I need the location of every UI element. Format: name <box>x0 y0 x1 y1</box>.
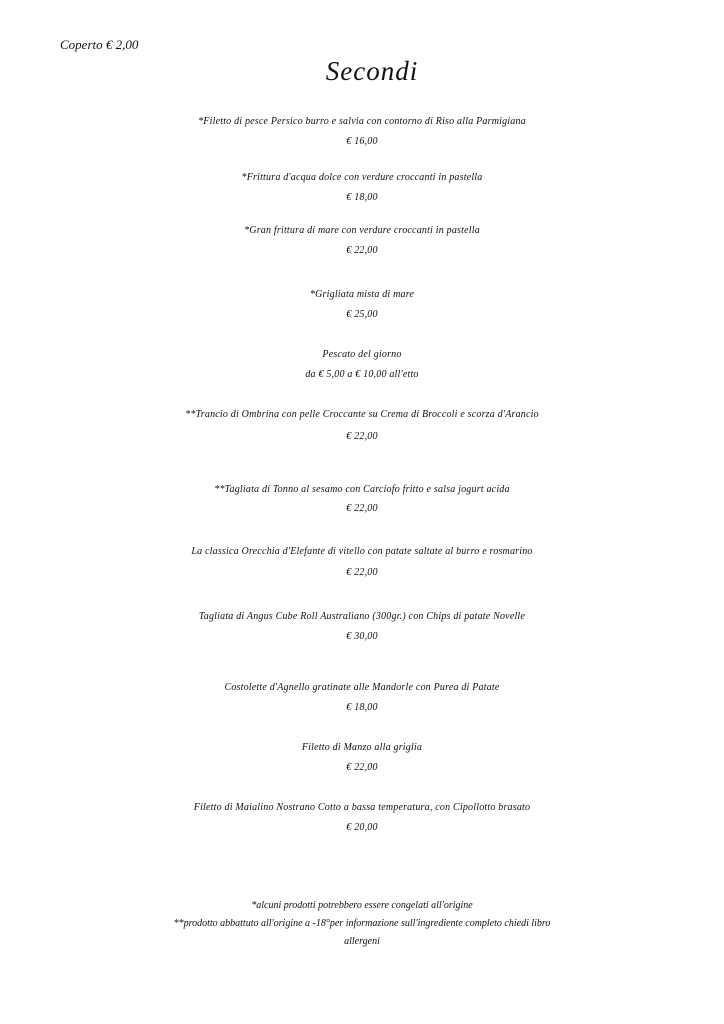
menu-item-price: € 18,00 <box>346 702 378 713</box>
menu-item-name: La classica Orecchia d'Elefante di vitello con patate saltate al burro e rosmarino <box>191 546 533 557</box>
menu-item-name: *Filetto di pesce Persico burro e salvia con contorno di Riso alla Parmigiana <box>198 116 526 127</box>
footnote-blast-chilled: **prodotto abbattuto all'origine a -18°per informazione sull'ingrediente completo chiedi libro <box>173 918 551 929</box>
menu-item-price: € 25,00 <box>346 309 378 320</box>
menu-item-price: da € 5,00 a € 10,00 all'etto <box>305 369 419 380</box>
menu-item-price: € 18,00 <box>346 192 378 203</box>
menu-item-name: **Trancio di Ombrina con pelle Croccante su Crema di Broccoli e scorza d'Arancio <box>185 409 539 420</box>
menu-item-name: **Tagliata di Tonno al sesamo con Carciofo fritto e salsa jogurt acida <box>214 484 510 495</box>
menu-item-price: € 22,00 <box>346 762 378 773</box>
menu-item-name: Filetto di Manzo alla griglia <box>301 742 423 753</box>
menu-item-price: € 22,00 <box>346 567 378 578</box>
footnote-frozen: *alcuni prodotti potrebbero essere congelati all'origine <box>251 900 473 911</box>
menu-item-price: € 20,00 <box>346 822 378 833</box>
footnote-allergens: allergeni <box>344 936 380 947</box>
menu-item-name: Costolette d'Agnello gratinate alle Mandorle con Purea di Patate <box>224 682 500 693</box>
menu-item-name: *Frittura d'acqua dolce con verdure croccanti in pastella <box>241 172 483 183</box>
menu-item-price: € 16,00 <box>346 136 378 147</box>
cover-charge: Coperto € 2,00 <box>60 37 139 52</box>
menu-item-price: € 30,00 <box>346 631 378 642</box>
menu-item-price: € 22,00 <box>346 245 378 256</box>
menu-item-name: Tagliata di Angus Cube Roll Australiano (300gr.) con Chips di patate Novelle <box>198 611 526 622</box>
menu-item-name: Pescato del giorno <box>322 349 402 360</box>
menu-item-price: € 22,00 <box>346 431 378 442</box>
menu-item-name: *Gran frittura di mare con verdure croccanti in pastella <box>244 225 480 236</box>
menu-item-name: Filetto di Maialino Nostrano Cotto a bassa temperatura, con Cipollotto brasato <box>193 802 531 813</box>
menu-item-price: € 22,00 <box>346 503 378 514</box>
page-title: Secondi <box>325 56 419 86</box>
menu-item-name: *Grigliata mista di mare <box>309 289 415 300</box>
